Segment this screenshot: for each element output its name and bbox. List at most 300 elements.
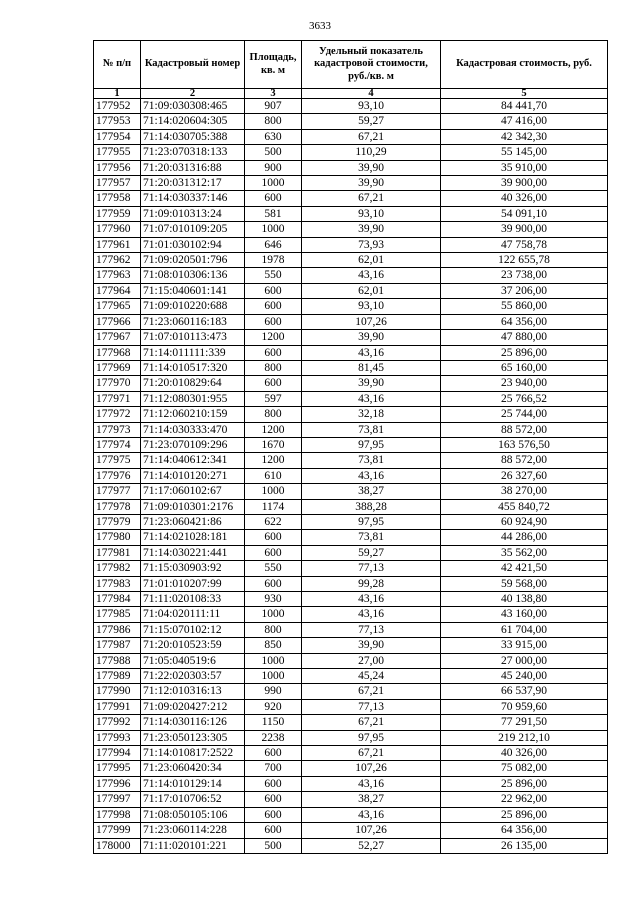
area-cell: 1200 <box>245 330 302 345</box>
specific-rate-cell: 62,01 <box>302 253 441 268</box>
cadastral-number-cell: 71:12:010316:13 <box>141 684 245 699</box>
cadastral-value-cell: 25 744,00 <box>441 407 608 422</box>
table-row <box>94 715 608 730</box>
area-cell: 850 <box>245 638 302 653</box>
table-row <box>94 314 608 329</box>
cadastral-value-cell: 59 568,00 <box>441 576 608 591</box>
table-row <box>94 653 608 668</box>
specific-rate-cell: 38,27 <box>302 484 441 499</box>
specific-rate-cell: 39,90 <box>302 330 441 345</box>
table-row <box>94 838 608 853</box>
area-cell: 800 <box>245 407 302 422</box>
specific-rate-cell: 59,27 <box>302 545 441 560</box>
cadastral-number-cell: 71:14:011111:339 <box>141 345 245 360</box>
area-cell: 610 <box>245 468 302 483</box>
cadastral-number-cell: 71:14:030705:388 <box>141 129 245 144</box>
row-number-cell: 177969 <box>94 360 141 375</box>
table-row <box>94 299 608 314</box>
table-row <box>94 114 608 129</box>
table-row <box>94 592 608 607</box>
row-number-cell: 177986 <box>94 622 141 637</box>
cadastral-number-cell: 71:15:070102:12 <box>141 622 245 637</box>
row-number-cell: 177994 <box>94 746 141 761</box>
cadastral-value-cell: 43 160,00 <box>441 607 608 622</box>
row-number-cell: 177976 <box>94 468 141 483</box>
area-cell: 1000 <box>245 222 302 237</box>
row-number-cell: 177996 <box>94 776 141 791</box>
cadastral-value-cell: 455 840,72 <box>441 499 608 514</box>
specific-rate-cell: 59,27 <box>302 114 441 129</box>
cadastral-number-cell: 71:14:030337:146 <box>141 191 245 206</box>
cadastral-value-cell: 23 738,00 <box>441 268 608 283</box>
specific-rate-cell: 43,16 <box>302 807 441 822</box>
row-number-cell: 177955 <box>94 145 141 160</box>
row-number-cell: 177974 <box>94 437 141 452</box>
area-cell: 600 <box>245 283 302 298</box>
cadastral-value-cell: 23 940,00 <box>441 376 608 391</box>
row-number-cell: 177960 <box>94 222 141 237</box>
row-number-cell: 177981 <box>94 545 141 560</box>
table-row <box>94 268 608 283</box>
cadastral-number-cell: 71:14:021028:181 <box>141 530 245 545</box>
table-row <box>94 484 608 499</box>
specific-rate-cell: 39,90 <box>302 176 441 191</box>
column-number: 4 <box>302 89 441 99</box>
row-number-cell: 177989 <box>94 669 141 684</box>
area-cell: 800 <box>245 622 302 637</box>
cadastral-value-cell: 45 240,00 <box>441 669 608 684</box>
row-number-cell: 177952 <box>94 99 141 114</box>
specific-rate-cell: 43,16 <box>302 345 441 360</box>
page-number: 3633 <box>309 20 331 32</box>
row-number-cell: 177988 <box>94 653 141 668</box>
table-row <box>94 514 608 529</box>
area-cell: 1978 <box>245 253 302 268</box>
cadastral-value-cell: 65 160,00 <box>441 360 608 375</box>
row-number-cell: 177964 <box>94 283 141 298</box>
table-row <box>94 776 608 791</box>
cadastral-number-cell: 71:11:020108:33 <box>141 592 245 607</box>
cadastral-value-cell: 47 416,00 <box>441 114 608 129</box>
cadastral-number-cell: 71:17:010706:52 <box>141 792 245 807</box>
area-cell: 1000 <box>245 669 302 684</box>
specific-rate-cell: 38,27 <box>302 792 441 807</box>
column-number: 3 <box>245 89 302 99</box>
area-cell: 600 <box>245 376 302 391</box>
header-row-number: № п/п <box>94 41 141 89</box>
row-number-cell: 177963 <box>94 268 141 283</box>
row-number-cell: 177983 <box>94 576 141 591</box>
row-number-cell: 177954 <box>94 129 141 144</box>
row-number-cell: 177982 <box>94 561 141 576</box>
cadastral-number-cell: 71:09:010220:688 <box>141 299 245 314</box>
specific-rate-cell: 43,16 <box>302 607 441 622</box>
table-row <box>94 437 608 452</box>
area-cell: 1000 <box>245 484 302 499</box>
row-number-cell: 177967 <box>94 330 141 345</box>
row-number-cell: 177992 <box>94 715 141 730</box>
area-cell: 1670 <box>245 437 302 452</box>
table-row <box>94 699 608 714</box>
cadastral-value-cell: 75 082,00 <box>441 761 608 776</box>
area-cell: 600 <box>245 191 302 206</box>
header-specific-rate: Удельный показатель кадастровой стоимости, руб./кв. м <box>302 41 441 89</box>
cadastral-value-cell: 55 860,00 <box>441 299 608 314</box>
area-cell: 622 <box>245 514 302 529</box>
header-row <box>94 41 608 89</box>
table-row <box>94 823 608 838</box>
area-cell: 990 <box>245 684 302 699</box>
cadastral-number-cell: 71:23:070318:133 <box>141 145 245 160</box>
area-cell: 597 <box>245 391 302 406</box>
cadastral-value-cell: 88 572,00 <box>441 422 608 437</box>
specific-rate-cell: 52,27 <box>302 838 441 853</box>
cadastral-number-cell: 71:17:060102:67 <box>141 484 245 499</box>
table-row <box>94 638 608 653</box>
area-cell: 600 <box>245 576 302 591</box>
specific-rate-cell: 93,10 <box>302 206 441 221</box>
table-row <box>94 160 608 175</box>
row-number-cell: 177966 <box>94 314 141 329</box>
table-row <box>94 222 608 237</box>
cadastral-value-cell: 39 900,00 <box>441 222 608 237</box>
cadastral-value-cell: 60 924,90 <box>441 514 608 529</box>
cadastral-value-cell: 47 758,78 <box>441 237 608 252</box>
row-number-cell: 177985 <box>94 607 141 622</box>
cadastral-number-cell: 71:09:030308:465 <box>141 99 245 114</box>
cadastral-value-cell: 88 572,00 <box>441 453 608 468</box>
cadastral-value-cell: 219 212,10 <box>441 730 608 745</box>
cadastral-value-cell: 25 896,00 <box>441 776 608 791</box>
table-row <box>94 283 608 298</box>
row-number-cell: 177998 <box>94 807 141 822</box>
specific-rate-cell: 99,28 <box>302 576 441 591</box>
cadastral-value-cell: 35 910,00 <box>441 160 608 175</box>
cadastral-number-cell: 71:09:010313:24 <box>141 206 245 221</box>
area-cell: 1174 <box>245 499 302 514</box>
row-number-cell: 177977 <box>94 484 141 499</box>
area-cell: 600 <box>245 530 302 545</box>
specific-rate-cell: 107,26 <box>302 761 441 776</box>
cadastral-value-cell: 61 704,00 <box>441 622 608 637</box>
specific-rate-cell: 39,90 <box>302 638 441 653</box>
row-number-cell: 177984 <box>94 592 141 607</box>
table-row <box>94 792 608 807</box>
specific-rate-cell: 67,21 <box>302 746 441 761</box>
cadastral-number-cell: 71:04:020111:11 <box>141 607 245 622</box>
cadastral-value-cell: 40 326,00 <box>441 191 608 206</box>
specific-rate-cell: 67,21 <box>302 684 441 699</box>
cadastral-number-cell: 71:23:070109:296 <box>141 437 245 452</box>
cadastral-value-cell: 54 091,10 <box>441 206 608 221</box>
area-cell: 1150 <box>245 715 302 730</box>
table-row <box>94 746 608 761</box>
cadastral-value-cell: 26 135,00 <box>441 838 608 853</box>
specific-rate-cell: 73,93 <box>302 237 441 252</box>
cadastral-value-cell: 22 962,00 <box>441 792 608 807</box>
row-number-cell: 177959 <box>94 206 141 221</box>
cadastral-number-cell: 71:23:050123:305 <box>141 730 245 745</box>
cadastral-number-cell: 71:08:010306:136 <box>141 268 245 283</box>
cadastral-number-cell: 71:20:031312:17 <box>141 176 245 191</box>
specific-rate-cell: 32,18 <box>302 407 441 422</box>
table-row <box>94 468 608 483</box>
cadastral-number-cell: 71:14:040612:341 <box>141 453 245 468</box>
table-body <box>94 99 608 854</box>
cadastral-number-cell: 71:08:050105:106 <box>141 807 245 822</box>
area-cell: 2238 <box>245 730 302 745</box>
specific-rate-cell: 97,95 <box>302 514 441 529</box>
specific-rate-cell: 73,81 <box>302 530 441 545</box>
area-cell: 500 <box>245 838 302 853</box>
cadastral-value-cell: 163 576,50 <box>441 437 608 452</box>
cadastral-number-cell: 71:01:010207:99 <box>141 576 245 591</box>
table-row <box>94 545 608 560</box>
area-cell: 700 <box>245 761 302 776</box>
table-row <box>94 330 608 345</box>
specific-rate-cell: 67,21 <box>302 191 441 206</box>
row-number-cell: 177965 <box>94 299 141 314</box>
table-row <box>94 761 608 776</box>
row-number-cell: 177990 <box>94 684 141 699</box>
area-cell: 600 <box>245 823 302 838</box>
column-number: 5 <box>441 89 608 99</box>
row-number-cell: 177958 <box>94 191 141 206</box>
table-row <box>94 237 608 252</box>
area-cell: 581 <box>245 206 302 221</box>
cadastral-number-cell: 71:12:060210:159 <box>141 407 245 422</box>
cadastral-number-cell: 71:20:031316:88 <box>141 160 245 175</box>
cadastral-value-cell: 64 356,00 <box>441 314 608 329</box>
cadastral-value-cell: 40 138,80 <box>441 592 608 607</box>
specific-rate-cell: 45,24 <box>302 669 441 684</box>
cadastral-value-cell: 25 766,52 <box>441 391 608 406</box>
table-row <box>94 145 608 160</box>
cadastral-number-cell: 71:05:040519:6 <box>141 653 245 668</box>
row-number-cell: 177993 <box>94 730 141 745</box>
row-number-cell: 177968 <box>94 345 141 360</box>
specific-rate-cell: 43,16 <box>302 468 441 483</box>
row-number-cell: 177995 <box>94 761 141 776</box>
row-number-cell: 177997 <box>94 792 141 807</box>
row-number-cell: 177962 <box>94 253 141 268</box>
area-cell: 550 <box>245 561 302 576</box>
cadastral-value-cell: 47 880,00 <box>441 330 608 345</box>
column-number-row <box>94 89 608 99</box>
cadastral-number-cell: 71:07:010113:473 <box>141 330 245 345</box>
area-cell: 1200 <box>245 422 302 437</box>
row-number-cell: 177972 <box>94 407 141 422</box>
specific-rate-cell: 43,16 <box>302 268 441 283</box>
area-cell: 646 <box>245 237 302 252</box>
table-row <box>94 530 608 545</box>
area-cell: 600 <box>245 299 302 314</box>
cadastral-value-cell: 27 000,00 <box>441 653 608 668</box>
cadastral-value-cell: 122 655,78 <box>441 253 608 268</box>
table-row <box>94 206 608 221</box>
specific-rate-cell: 39,90 <box>302 222 441 237</box>
specific-rate-cell: 107,26 <box>302 314 441 329</box>
cadastral-value-cell: 84 441,70 <box>441 99 608 114</box>
column-number: 2 <box>141 89 245 99</box>
area-cell: 1200 <box>245 453 302 468</box>
table-row <box>94 684 608 699</box>
cadastral-number-cell: 71:20:010829:64 <box>141 376 245 391</box>
specific-rate-cell: 97,95 <box>302 437 441 452</box>
specific-rate-cell: 39,90 <box>302 376 441 391</box>
cadastral-number-cell: 71:01:030102:94 <box>141 237 245 252</box>
cadastral-number-cell: 71:14:010517:320 <box>141 360 245 375</box>
area-cell: 550 <box>245 268 302 283</box>
cadastral-value-cell: 35 562,00 <box>441 545 608 560</box>
specific-rate-cell: 73,81 <box>302 422 441 437</box>
specific-rate-cell: 43,16 <box>302 592 441 607</box>
table-row <box>94 730 608 745</box>
specific-rate-cell: 62,01 <box>302 283 441 298</box>
row-number-cell: 177980 <box>94 530 141 545</box>
row-number-cell: 178000 <box>94 838 141 853</box>
header-cadastral-value: Кадастровая стоимость, руб. <box>441 41 608 89</box>
column-number: 1 <box>94 89 141 99</box>
row-number-cell: 177973 <box>94 422 141 437</box>
specific-rate-cell: 39,90 <box>302 160 441 175</box>
table-row <box>94 191 608 206</box>
cadastral-value-cell: 33 915,00 <box>441 638 608 653</box>
area-cell: 600 <box>245 776 302 791</box>
cadastral-number-cell: 71:23:060114:228 <box>141 823 245 838</box>
table-row <box>94 253 608 268</box>
cadastral-number-cell: 71:11:020101:221 <box>141 838 245 853</box>
table-row <box>94 129 608 144</box>
cadastral-value-cell: 38 270,00 <box>441 484 608 499</box>
cadastral-value-cell: 42 342,30 <box>441 129 608 144</box>
cadastral-value-cell: 40 326,00 <box>441 746 608 761</box>
table-row <box>94 669 608 684</box>
cadastral-value-cell: 70 959,60 <box>441 699 608 714</box>
specific-rate-cell: 67,21 <box>302 129 441 144</box>
area-cell: 500 <box>245 145 302 160</box>
row-number-cell: 177970 <box>94 376 141 391</box>
table-row <box>94 391 608 406</box>
specific-rate-cell: 67,21 <box>302 715 441 730</box>
cadastral-number-cell: 71:09:020427:212 <box>141 699 245 714</box>
specific-rate-cell: 107,26 <box>302 823 441 838</box>
cadastral-number-cell: 71:23:060116:183 <box>141 314 245 329</box>
area-cell: 600 <box>245 746 302 761</box>
row-number-cell: 177978 <box>94 499 141 514</box>
header-area: Площадь, кв. м <box>245 41 302 89</box>
table-row <box>94 576 608 591</box>
specific-rate-cell: 77,13 <box>302 622 441 637</box>
area-cell: 900 <box>245 160 302 175</box>
row-number-cell: 177957 <box>94 176 141 191</box>
specific-rate-cell: 388,28 <box>302 499 441 514</box>
row-number-cell: 177953 <box>94 114 141 129</box>
row-number-cell: 177961 <box>94 237 141 252</box>
specific-rate-cell: 27,00 <box>302 653 441 668</box>
cadastral-number-cell: 71:15:040601:141 <box>141 283 245 298</box>
table-row <box>94 99 608 114</box>
area-cell: 1000 <box>245 607 302 622</box>
cadastral-value-cell: 42 421,50 <box>441 561 608 576</box>
cadastral-number-cell: 71:14:010129:14 <box>141 776 245 791</box>
table-row <box>94 176 608 191</box>
table-row <box>94 360 608 375</box>
specific-rate-cell: 93,10 <box>302 99 441 114</box>
area-cell: 630 <box>245 129 302 144</box>
specific-rate-cell: 93,10 <box>302 299 441 314</box>
table-row <box>94 376 608 391</box>
specific-rate-cell: 77,13 <box>302 561 441 576</box>
specific-rate-cell: 43,16 <box>302 776 441 791</box>
area-cell: 907 <box>245 99 302 114</box>
cadastral-number-cell: 71:20:010523:59 <box>141 638 245 653</box>
cadastral-number-cell: 71:09:020501:796 <box>141 253 245 268</box>
area-cell: 800 <box>245 114 302 129</box>
area-cell: 600 <box>245 807 302 822</box>
cadastral-value-cell: 37 206,00 <box>441 283 608 298</box>
table-row <box>94 345 608 360</box>
cadastral-value-cell: 25 896,00 <box>441 345 608 360</box>
cadastral-number-cell: 71:14:030116:126 <box>141 715 245 730</box>
area-cell: 600 <box>245 545 302 560</box>
table-row <box>94 407 608 422</box>
cadastral-value-cell: 66 537,90 <box>441 684 608 699</box>
specific-rate-cell: 73,81 <box>302 453 441 468</box>
cadastral-number-cell: 71:23:060420:34 <box>141 761 245 776</box>
table-row <box>94 561 608 576</box>
area-cell: 600 <box>245 314 302 329</box>
cadastral-number-cell: 71:14:030221:441 <box>141 545 245 560</box>
area-cell: 930 <box>245 592 302 607</box>
cadastral-value-cell: 77 291,50 <box>441 715 608 730</box>
table-row <box>94 499 608 514</box>
specific-rate-cell: 77,13 <box>302 699 441 714</box>
cadastral-value-table <box>93 40 608 854</box>
specific-rate-cell: 110,29 <box>302 145 441 160</box>
table-row <box>94 607 608 622</box>
area-cell: 1000 <box>245 653 302 668</box>
cadastral-number-cell: 71:14:010817:2522 <box>141 746 245 761</box>
row-number-cell: 177999 <box>94 823 141 838</box>
area-cell: 600 <box>245 792 302 807</box>
cadastral-value-cell: 64 356,00 <box>441 823 608 838</box>
area-cell: 920 <box>245 699 302 714</box>
cadastral-number-cell: 71:23:060421:86 <box>141 514 245 529</box>
cadastral-number-cell: 71:14:030333:470 <box>141 422 245 437</box>
cadastral-number-cell: 71:14:020604:305 <box>141 114 245 129</box>
cadastral-number-cell: 71:14:010120:271 <box>141 468 245 483</box>
cadastral-value-cell: 25 896,00 <box>441 807 608 822</box>
table-row <box>94 807 608 822</box>
cadastral-number-cell: 71:12:080301:955 <box>141 391 245 406</box>
specific-rate-cell: 81,45 <box>302 360 441 375</box>
table-row <box>94 622 608 637</box>
cadastral-number-cell: 71:07:010109:205 <box>141 222 245 237</box>
area-cell: 800 <box>245 360 302 375</box>
row-number-cell: 177987 <box>94 638 141 653</box>
row-number-cell: 177956 <box>94 160 141 175</box>
cadastral-value-cell: 26 327,60 <box>441 468 608 483</box>
row-number-cell: 177975 <box>94 453 141 468</box>
specific-rate-cell: 43,16 <box>302 391 441 406</box>
row-number-cell: 177979 <box>94 514 141 529</box>
cadastral-value-cell: 39 900,00 <box>441 176 608 191</box>
table-row <box>94 422 608 437</box>
table-row <box>94 453 608 468</box>
area-cell: 1000 <box>245 176 302 191</box>
specific-rate-cell: 97,95 <box>302 730 441 745</box>
